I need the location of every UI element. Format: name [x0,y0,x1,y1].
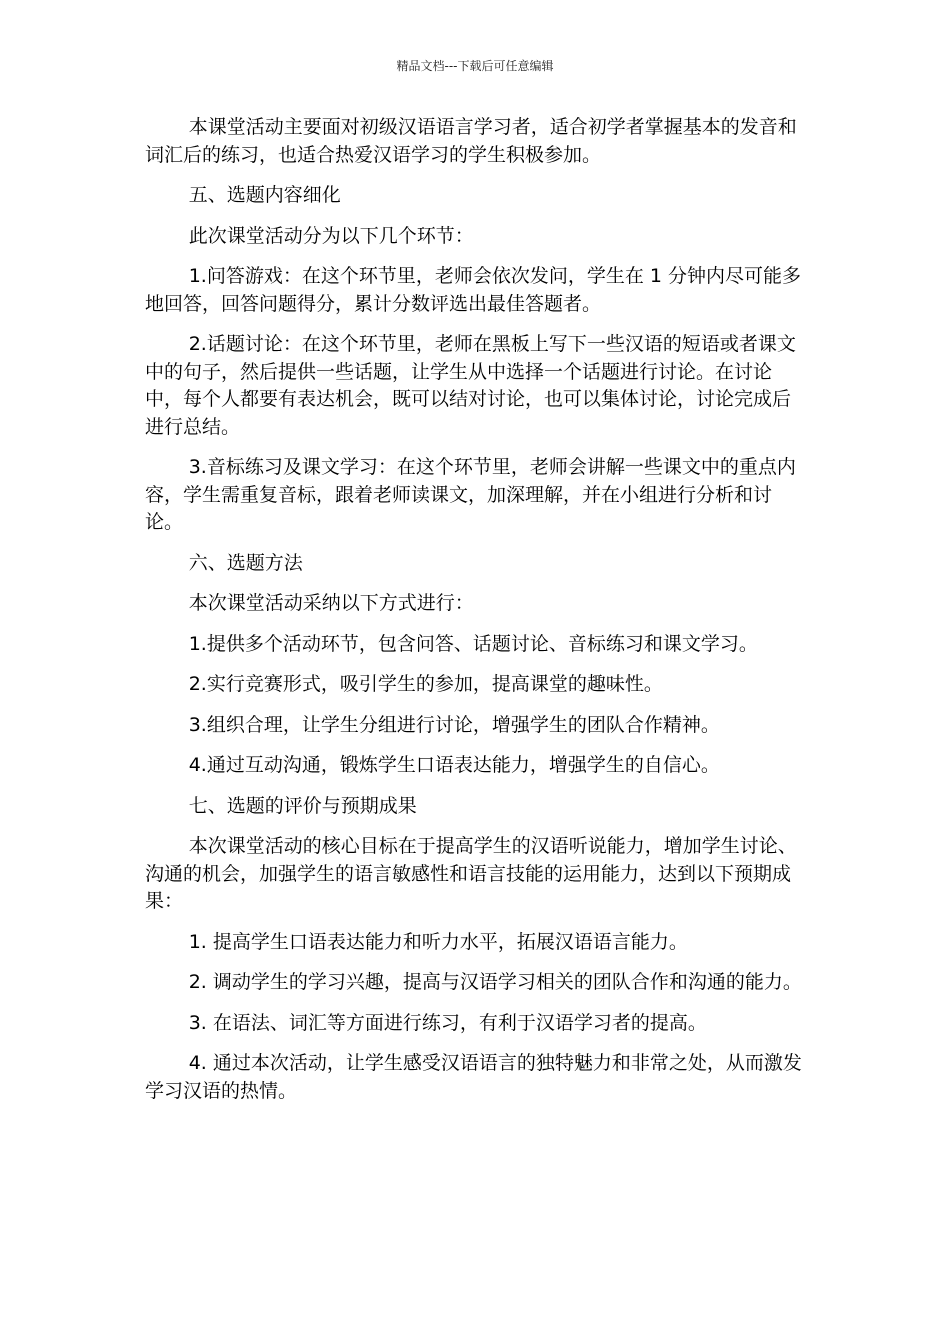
list-item: 2.实行竞赛形式，吸引学生的参加，提高课堂的趣味性。 [188,673,663,695]
list-item: 1. 提高学生口语表达能力和听力水平，拓展汉语语言能力。 [188,930,688,953]
list-item: 1.提供多个活动环节，包含问答、话题讨论、音标练习和课文学习。 [188,632,758,655]
list-item: 1.问答游戏：在这个环节里，老师会依次发问，学生在 1 分钟内尽可能多地回答，回答问题得分，累计分数评选出最佳答题者。 [145,265,801,315]
list-item: 2. 调动学生的学习兴趣，提高与汉语学习相关的团队合作和沟通的能力。 [188,971,802,993]
paragraph: 本次课堂活动采纳以下方式进行： [188,592,474,614]
section-heading-7: 七、选题的评价与预期成果 [188,794,417,817]
list-item: 3.音标练习及课文学习：在这个环节里，老师会讲解一些课文中的重点内容，学生需重复音标，跟着老师读课文，加深理解，并在小组进行分析和讨论。 [145,456,796,533]
list-item: 3.组织合理，让学生分组进行讨论，增强学生的团队合作精神。 [188,713,720,736]
intro-paragraph: 本课堂活动主要面对初级汉语语言学习者，适合初学者掌握基本的发音和词汇后的练习，也适合热爱汉语学习的学生积极参加。 [145,116,797,166]
paragraph: 本次课堂活动的核心目标在于提高学生的汉语听说能力，增加学生讨论、沟通的机会，加强学生的语言敏感性和语言技能的运用能力，达到以下预期成果： [145,835,797,912]
paragraph: 此次课堂活动分为以下几个环节： [188,224,474,247]
document-body [145,114,805,1118]
list-item: 4.通过互动沟通，锻炼学生口语表达能力，增强学生的自信心。 [188,754,720,776]
list-item: 4. 通过本次活动，让学生感受汉语语言的独特魅力和非常之处，从而激发学习汉语的热情。 [145,1052,802,1102]
list-item: 3. 在语法、词汇等方面进行练习，有利于汉语学习者的提高。 [188,1011,707,1034]
section-heading-6: 六、选题方法 [188,551,303,574]
page-header: 精品文档---下载后可任意编辑 [396,59,554,73]
list-item: 2.话题讨论：在这个环节里，老师在黑板上写下一些汉语的短语或者课文中的句子，然后提供一些话题，让学生从中选择一个话题进行讨论。在讨论中，每个人都要有表达机会，既可以结对讨论，也可以集体讨论，讨论完成后进行总结。 [145,333,796,438]
section-heading-5: 五、选题内容细化 [188,184,341,206]
